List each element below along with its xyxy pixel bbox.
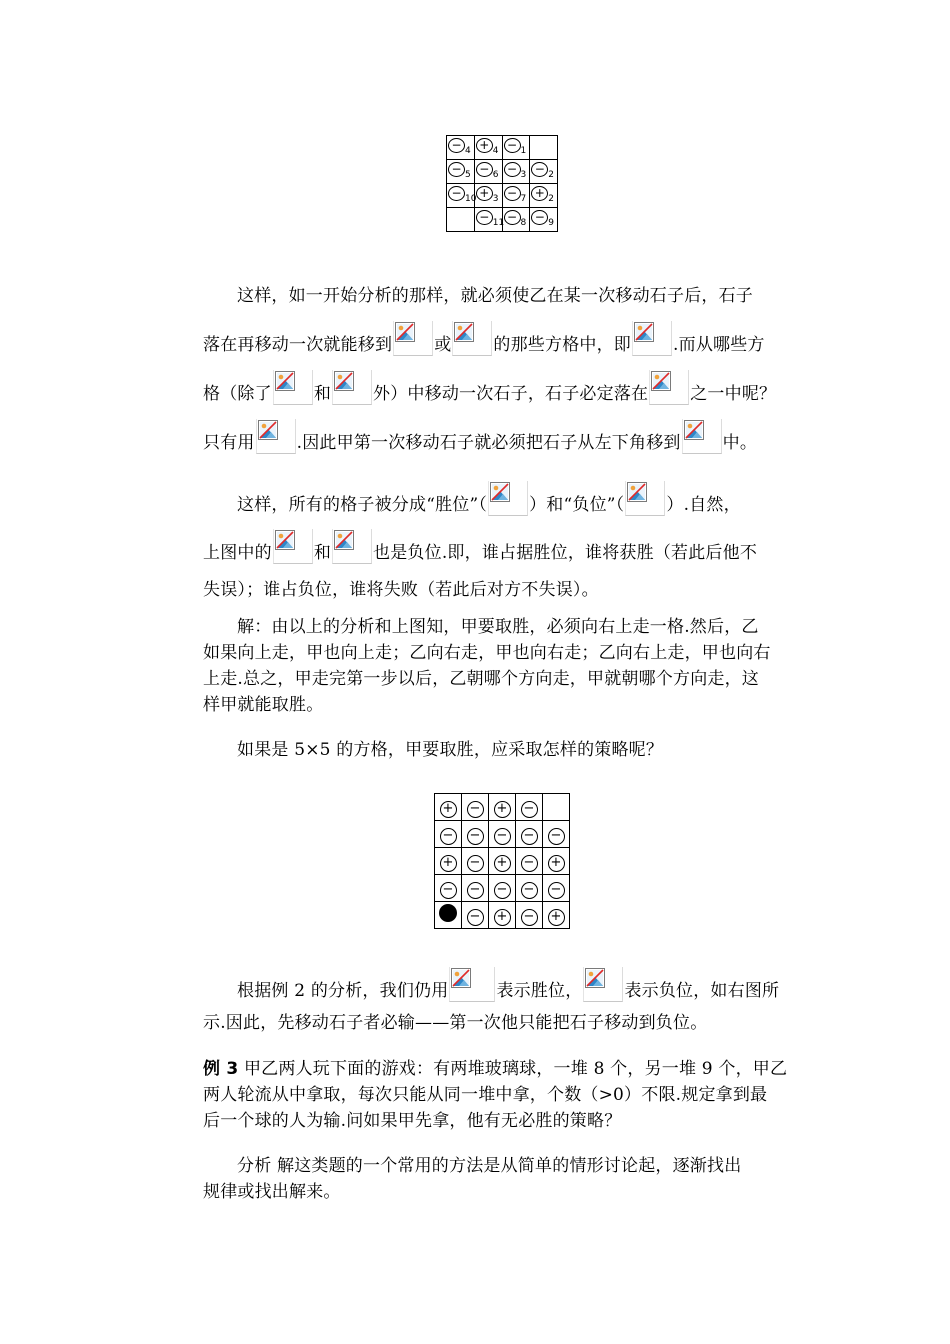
minus-circle-icon: − — [467, 855, 484, 872]
grid-cell — [502, 136, 530, 160]
text: 这样，如一开始分析的那样，就必须使乙在某一次移动石子后，石子 — [237, 286, 753, 306]
minus-circle-icon: − — [467, 909, 484, 926]
minus-circle-icon: − — [467, 801, 484, 818]
text-line: 上走.总之，甲走完第一步以后，乙朝哪个方向走，甲就朝哪个方向走，这 — [203, 669, 760, 689]
text: 只有用 — [203, 433, 255, 453]
minus-circle-icon: − — [521, 855, 538, 872]
grid-cell — [502, 184, 530, 208]
text: 失误）；谁占负位，谁将失败（若此后对方不失误）。 — [203, 580, 599, 600]
grid-cell — [435, 875, 462, 902]
grid-cell — [516, 902, 543, 929]
grid-cell — [474, 208, 505, 232]
plus-circle-icon: + — [476, 186, 493, 201]
image-placeholder-icon — [273, 370, 313, 405]
text: 或 — [434, 335, 452, 355]
grid-cell — [447, 136, 475, 160]
grid-cell — [489, 875, 516, 902]
grid-cell — [516, 821, 543, 848]
grid-row — [435, 794, 570, 821]
grid-cell — [474, 160, 502, 184]
text: 格（除了 — [203, 384, 272, 404]
cell-number: 8 — [520, 218, 527, 228]
text-line: 如果向上走，甲也向上走；乙向右走，甲也向右走；乙向右上走，甲也向右 — [203, 643, 771, 663]
plus-circle-icon: + — [440, 801, 457, 818]
image-placeholder-icon — [583, 967, 623, 1002]
grid-cell — [543, 848, 570, 875]
paragraph-win-lose-positions — [203, 481, 809, 603]
paragraph-solution — [203, 614, 809, 718]
plus-circle-icon: + — [531, 186, 548, 201]
text-line — [203, 370, 809, 419]
grid-cell — [462, 902, 489, 929]
text: 上图中的 — [203, 543, 272, 563]
grid-row — [435, 902, 570, 929]
text: 甲乙两人玩下面的游戏：有两堆玻璃球，一堆 8 个，另一堆 9 个，甲乙 — [238, 1059, 788, 1079]
text: .而从哪些方 — [673, 335, 765, 355]
minus-circle-icon: − — [448, 162, 465, 177]
text-line — [203, 481, 809, 529]
cell-number: 3 — [520, 170, 527, 180]
minus-circle-icon: − — [504, 162, 521, 177]
minus-circle-icon: − — [440, 828, 457, 845]
paragraph-example-3 — [203, 1056, 809, 1134]
example-label: 例 3 — [203, 1059, 239, 1079]
stone-icon — [439, 904, 457, 922]
text: 之一中呢？ — [690, 384, 777, 404]
grid-cell — [530, 184, 558, 208]
minus-circle-icon: − — [521, 882, 538, 899]
grid-cell — [462, 794, 489, 821]
text: 根据例 2 的分析，我们仍用 — [237, 981, 449, 1001]
grid-cell — [489, 902, 516, 929]
minus-circle-icon: − — [531, 162, 548, 177]
grid-cell — [489, 794, 516, 821]
text-line — [203, 419, 809, 468]
image-placeholder-icon — [649, 370, 689, 405]
image-placeholder-icon — [332, 529, 372, 564]
grid-cell — [502, 160, 530, 184]
image-placeholder-icon — [273, 529, 313, 564]
grid-cell — [462, 821, 489, 848]
text-line — [203, 321, 809, 370]
text-line: 示.因此，先移动石子者必输——第一次他只能把石子移动到负位。 — [203, 1013, 708, 1033]
minus-circle-icon: − — [494, 828, 511, 845]
minus-circle-icon: − — [548, 882, 565, 899]
game-grid-4x4 — [446, 135, 558, 233]
text-line — [203, 577, 809, 603]
cell-number: 10 — [465, 194, 477, 204]
image-placeholder-icon — [393, 321, 433, 356]
minus-circle-icon: − — [467, 828, 484, 845]
cell-number: 1 — [520, 146, 527, 156]
grid-cell — [516, 875, 543, 902]
grid-row — [435, 848, 570, 875]
minus-circle-icon: − — [504, 138, 521, 153]
grid-cell — [435, 821, 462, 848]
grid-cell — [516, 794, 543, 821]
text: 中。 — [722, 433, 758, 453]
minus-circle-icon: − — [548, 828, 565, 845]
plus-circle-icon: + — [476, 138, 493, 153]
text: 也是负位.即，谁占据胜位，谁将获胜（若此后他不 — [373, 543, 758, 563]
minus-circle-icon: − — [476, 162, 493, 177]
image-placeholder-icon — [332, 370, 372, 405]
grid-cell — [435, 848, 462, 875]
image-placeholder-icon — [682, 419, 722, 454]
cell-number: 5 — [465, 170, 471, 180]
text-line: 后一个球的人为输.问如果甲先拿，他有无必胜的策略？ — [203, 1111, 622, 1131]
image-placeholder-icon — [449, 967, 495, 1002]
image-placeholder-icon — [488, 481, 528, 516]
paragraph-conclusion — [203, 967, 809, 1039]
grid-cell — [462, 875, 489, 902]
text-line — [203, 1056, 809, 1082]
game-grid-5x5 — [434, 793, 570, 929]
text: 的那些方格中，即 — [493, 335, 632, 355]
cell-number: 6 — [492, 170, 499, 180]
grid-cell — [543, 821, 570, 848]
text-line: 如果是 5×5 的方格，甲要取胜，应采取怎样的策略呢？ — [237, 740, 664, 760]
text-line: 分析 解这类题的一个常用的方法是从简单的情形讨论起，逐渐找出 — [237, 1156, 742, 1176]
grid-cell — [516, 848, 543, 875]
plus-circle-icon: + — [494, 801, 511, 818]
cell-number: 11 — [492, 218, 505, 228]
image-placeholder-icon — [256, 419, 296, 454]
minus-circle-icon: − — [448, 186, 465, 201]
grid-cell — [462, 848, 489, 875]
text-line — [203, 529, 809, 577]
grid-row — [447, 136, 558, 160]
minus-circle-icon: − — [494, 882, 511, 899]
text-line: 规律或找出解来。 — [203, 1182, 341, 1202]
grid-cell — [435, 902, 462, 929]
text: 这样，所有的格子被分成“胜位”（ — [237, 495, 488, 515]
cell-number: 3 — [492, 194, 499, 204]
plus-circle-icon: + — [440, 855, 457, 872]
grid-row — [447, 160, 558, 184]
grid-row — [435, 875, 570, 902]
text: 落在再移动一次就能移到 — [203, 335, 393, 355]
grid-row — [435, 821, 570, 848]
grid-cell — [447, 208, 475, 232]
grid-cell — [447, 160, 475, 184]
minus-circle-icon: − — [504, 186, 521, 201]
image-placeholder-icon — [625, 481, 665, 516]
text: 和 — [313, 543, 332, 563]
minus-circle-icon: − — [448, 138, 465, 153]
minus-circle-icon: − — [531, 210, 548, 225]
grid-cell — [489, 821, 516, 848]
paragraph-question — [203, 737, 809, 763]
grid-cell — [530, 136, 558, 160]
grid-cell — [447, 184, 475, 208]
grid-cell — [489, 848, 516, 875]
text-line — [203, 967, 809, 1007]
cell-number: 9 — [548, 218, 554, 228]
minus-circle-icon: − — [440, 882, 457, 899]
grid-cell — [474, 136, 502, 160]
grid-cell — [543, 875, 570, 902]
grid-cell — [435, 794, 462, 821]
plus-circle-icon: + — [494, 909, 511, 926]
grid-cell — [543, 794, 570, 821]
text: ）和“负位”（ — [529, 495, 625, 515]
minus-circle-icon: − — [476, 210, 493, 225]
grid-cell — [530, 160, 558, 184]
text: 和 — [313, 384, 332, 404]
plus-circle-icon: + — [548, 855, 565, 872]
text-line — [203, 272, 809, 321]
text-line: 样甲就能取胜。 — [203, 695, 324, 715]
paragraph-analysis — [203, 272, 809, 468]
grid-cell — [543, 902, 570, 929]
text: 外）中移动一次石子，石子必定落在 — [373, 384, 649, 404]
paragraph-analysis-ex3 — [203, 1153, 809, 1205]
minus-circle-icon: − — [467, 882, 484, 899]
text: 表示胜位， — [496, 981, 583, 1001]
minus-circle-icon: − — [521, 909, 538, 926]
plus-circle-icon: + — [548, 909, 565, 926]
grid-cell — [474, 184, 502, 208]
grid-row — [447, 184, 558, 208]
image-placeholder-icon — [632, 321, 672, 356]
cell-number: 4 — [465, 146, 471, 156]
grid-cell — [530, 208, 558, 232]
text-line: 解：由以上的分析和上图知，甲要取胜，必须向右上走一格.然后，乙 — [237, 617, 759, 637]
plus-circle-icon: + — [494, 855, 511, 872]
minus-circle-icon: − — [504, 210, 521, 225]
cell-number: 2 — [548, 170, 554, 180]
minus-circle-icon: − — [521, 828, 538, 845]
text: .因此甲第一次移动石子就必须把石子从左下角移到 — [296, 433, 681, 453]
text: ）.自然， — [666, 495, 741, 515]
text-line: 两人轮流从中拿取，每次只能从同一堆中拿，个数（>0）不限.规定拿到最 — [203, 1085, 768, 1105]
grid-cell — [502, 208, 530, 232]
cell-number: 7 — [520, 194, 527, 204]
image-placeholder-icon — [452, 321, 492, 356]
text: 表示负位，如右图所 — [624, 981, 780, 1001]
cell-number: 4 — [492, 146, 499, 156]
minus-circle-icon: − — [521, 801, 538, 818]
cell-number: 2 — [548, 194, 554, 204]
grid-row — [447, 208, 558, 232]
